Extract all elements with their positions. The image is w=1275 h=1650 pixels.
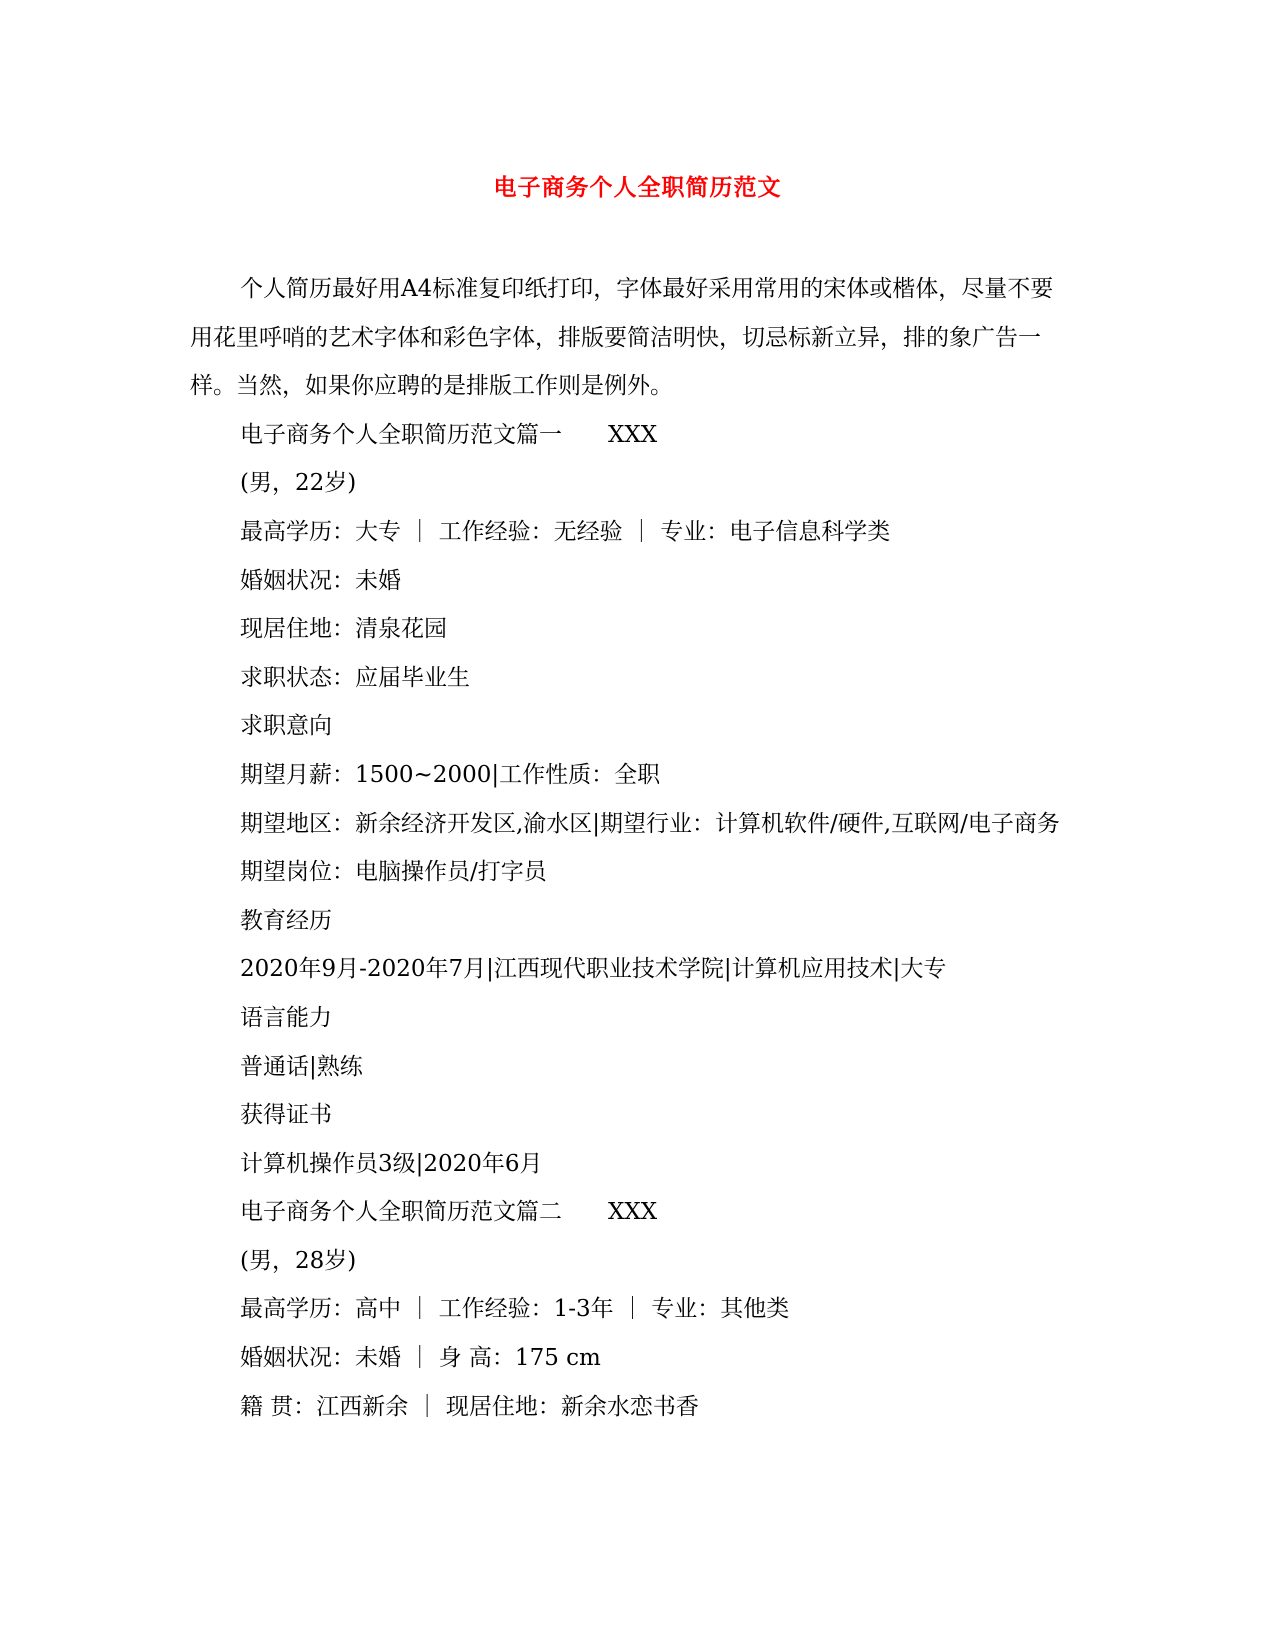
resume1-education: 2020年9月-2020年7月|江西现代职业技术学院|计算机应用技术|大专 [240, 956, 947, 983]
resume1-area: 期望地区：新余经济开发区,渝水区|期望行业：计算机软件/硬件,互联网/电子商务 [240, 810, 1060, 837]
resume1-salary: 期望月薪：1500~2000|工作性质：全职 [240, 761, 661, 788]
resume1-position: 期望岗位：电脑操作员/打字员 [240, 859, 547, 886]
resume1-marital: 婚姻状况：未婚 [240, 567, 401, 594]
resume1-language: 普通话|熟练 [240, 1053, 363, 1080]
resume2-origin-residence: 籍 贯：江西新余 ｜ 现居住地：新余水恋书香 [240, 1393, 699, 1420]
resume1-heading-line [190, 411, 1075, 460]
resume1-education-heading: 教育经历 [240, 907, 332, 934]
resume2-name: XXX [608, 1199, 658, 1226]
resume1-heading: 电子商务个人全职简历范文篇一 [240, 421, 562, 448]
resume1-edu-line: 最高学历：大专 ｜ 工作经验：无经验 ｜ 专业：电子信息科学类 [240, 518, 891, 545]
resume1-name: XXX [608, 421, 658, 448]
resume1-residence: 现居住地：清泉花园 [240, 616, 447, 643]
resume2-heading: 电子商务个人全职简历范文篇二 [240, 1199, 562, 1226]
resume1-cert-heading: 获得证书 [240, 1102, 332, 1129]
resume2-marital-height: 婚姻状况：未婚 ｜ 身 高：175 cm [240, 1345, 601, 1372]
document-body [190, 265, 1075, 1431]
resume2-edu-line: 最高学历：高中 ｜ 工作经验：1-3年 ｜ 专业：其他类 [240, 1296, 790, 1323]
resume2-gender-age: (男，28岁) [240, 1247, 357, 1274]
document-title: 电子商务个人全职简历范文 [493, 174, 782, 201]
resume2-heading-line [190, 1188, 1075, 1237]
resume1-gender-age: (男，22岁) [240, 470, 357, 497]
resume1-intention-heading: 求职意向 [240, 713, 332, 740]
resume1-cert: 计算机操作员3级|2020年6月 [240, 1150, 543, 1177]
intro-paragraph: 个人简历最好用A4标准复印纸打印，字体最好采用常用的宋体或楷体，尽量不要用花里呼哨的艺术字体和彩色字体，排版要简洁明快，切忌标新立异，排的象广告一样。当然，如果你应聘的是排版工作则是例外。 [190, 276, 1054, 400]
resume1-job-status: 求职状态：应届毕业生 [240, 664, 470, 691]
resume1-language-heading: 语言能力 [240, 1004, 332, 1031]
